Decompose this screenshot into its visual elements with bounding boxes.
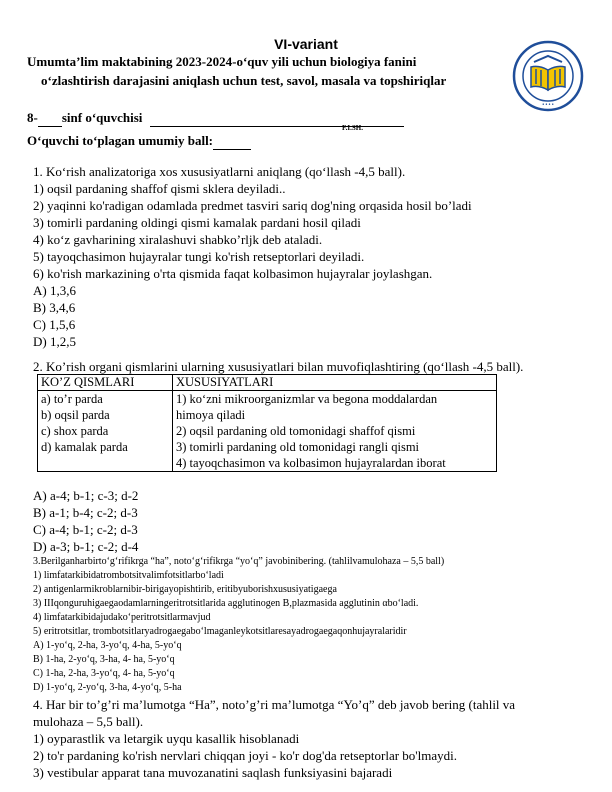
- q1-statement: 3) tomirli pardaning oldingi qismi kamalak pardani hosil qiladi: [33, 215, 361, 230]
- q3-statement: 2) antigenlarmikroblarnibir-birigayopishtirib, eritibyuborishxususiyatigaega: [33, 584, 337, 595]
- q1-option-d[interactable]: D) 1,2,5: [33, 334, 76, 349]
- part-item: c) shox parda: [41, 424, 109, 438]
- feature-item: 1) ko‘zni mikroorganizmlar va begona moddalardan: [176, 392, 438, 406]
- q3-statement: 4) limfatarkibidajudako‘peritrotsitlarmavjud: [33, 612, 211, 623]
- part-item: a) to’r parda: [41, 392, 103, 406]
- total-score-label: O‘quvchi to‘plagan umumiy ball:: [27, 133, 214, 148]
- q1-option-c[interactable]: C) 1,5,6: [33, 317, 76, 332]
- q1-statement: 1) oqsil pardaning shaffof qismi sklera deyiladi..: [33, 181, 286, 196]
- q3-statement: 5) eritrotsitlar, trombotsitlaryadrogaegabo‘lmaganleykotsitlaresayadrogaegaqonhujayralaridir: [33, 626, 407, 637]
- q1-statement: 5) tayoqchasimon hujayralar tungi ko'rish retseptorlari deyiladi.: [33, 249, 365, 264]
- question-4-line-1: 4. Har bir to’g’ri ma’lumotga “Ha”, noto’g’ri ma’lumotga “Yo’q” deb javob bering (tahlil va: [33, 697, 516, 712]
- features-cell: [173, 391, 497, 472]
- q2-option-a[interactable]: A) a-4; b-1; c-3; d-2: [33, 488, 139, 503]
- q3-option-a[interactable]: A) 1-yo‘q, 2-ha, 3-yo‘q, 4-ha, 5-yo‘q: [33, 640, 182, 651]
- variant-title: VI-variant: [274, 36, 338, 52]
- class-student-label: sinf o‘quvchisi: [61, 110, 143, 125]
- q2-option-d[interactable]: D) a-3; b-1; c-2; d-4: [33, 539, 139, 554]
- q4-statement: 3) vestibular apparat tana muvozanatini saqlash funksiyasini bajaradi: [33, 765, 393, 780]
- header-line-1: Umumta’lim maktabining 2023-2024-o‘quv yili uchun biologiya fanini: [27, 54, 417, 69]
- table-header-features: XUSUSIYATLARI: [173, 375, 497, 391]
- table-header-parts: KO’Z QISMLARI: [38, 375, 173, 391]
- table-header-row: [38, 375, 497, 391]
- parts-cell: [38, 391, 173, 472]
- matching-table: [37, 374, 497, 472]
- q4-statement: 2) to'r pardaning ko'rish nervlari chiqqan joyi - ko'r dog'da retseptorlar bo'lmaydi.: [33, 748, 457, 763]
- q3-option-c[interactable]: C) 1-ha, 2-ha, 3-yo‘q, 4- ha, 5-yo‘q: [33, 668, 175, 679]
- feature-item: 4) tayoqchasimon va kolbasimon hujayralardan iborat: [176, 456, 446, 470]
- svg-text:• • • •: • • • •: [542, 102, 554, 108]
- q3-statement: 1) limfatarkibidatrombotsitvalimfotsitlarbo‘ladi: [33, 570, 224, 581]
- question-3: 3.Berilganharbirto‘g‘rifikrga “ha”, noto‘g‘rifikrga “yo‘q” javobinibering. (tahlilvamulohaza – 5,5 ball): [33, 556, 445, 567]
- q1-option-a[interactable]: A) 1,3,6: [33, 283, 76, 298]
- q1-statement: 4) ko‘z gavharining xiralashuvi shabko’rljk deb ataladi.: [33, 232, 323, 247]
- feature-item: himoya qiladi: [176, 408, 246, 422]
- total-score-line: [27, 133, 251, 150]
- table-row: [38, 391, 497, 472]
- school-emblem-book-icon: [512, 40, 584, 112]
- q2-option-c[interactable]: C) a-4; b-1; c-2; d-3: [33, 522, 138, 537]
- feature-item: 2) oqsil pardaning old tomonidagi shaffof qismi: [176, 424, 416, 438]
- total-score-blank[interactable]: [213, 133, 251, 150]
- question-4-line-2: mulohaza – 5,5 ball).: [33, 714, 144, 729]
- q4-statement: 1) oyparastlik va letargik uyqu kasallik hisoblanadi: [33, 731, 300, 746]
- q1-option-b[interactable]: B) 3,4,6: [33, 300, 76, 315]
- question-2: 2. Ko’rish organi qismlarini ularning xususiyatlari bilan muvofiqlashtiring (qo‘llash -4,5 ball).: [33, 359, 524, 374]
- header-line-2: o‘zlashtirish darajasini aniqlash uchun test, savol, masala va topshiriqlar: [41, 73, 447, 88]
- q1-statement: 2) yaqinni ko'radigan odamlada predmet tasviri sariq dog'ning orqasida hosil bo’ladi: [33, 198, 472, 213]
- feature-item: 3) tomirli pardaning old tomonidagi rangli qismi: [176, 440, 420, 454]
- class-number-blank[interactable]: [38, 110, 62, 127]
- question-1: 1. Ko‘rish analizatoriga xos xususiyatlarni aniqlang (qo‘llash -4,5 ball).: [33, 164, 406, 179]
- q1-statement: 6) ko'rish markazining o'rta qismida faqat kolbasimon hujayralar joylashgan.: [33, 266, 433, 281]
- fish-label: F.I.SH.: [342, 124, 363, 132]
- q3-option-b[interactable]: B) 1-ha, 2-yo‘q, 3-ha, 4- ha, 5-yo‘q: [33, 654, 175, 665]
- q2-option-b[interactable]: B) a-1; b-4; c-2; d-3: [33, 505, 138, 520]
- part-item: b) oqsil parda: [41, 408, 110, 422]
- class-number-label: 8-: [27, 110, 38, 125]
- q3-option-d[interactable]: D) 1-yo‘q, 2-yo‘q, 3-ha, 4-yo‘q, 5-ha: [33, 682, 182, 693]
- student-name-blank[interactable]: [150, 110, 404, 127]
- q3-statement: 3) IIIqonguruhigaegaodamlarningeritrotsitlarida agglutinogen B,plazmasida agglutinin αbo‘ladi.: [33, 598, 419, 609]
- part-item: d) kamalak parda: [41, 440, 128, 454]
